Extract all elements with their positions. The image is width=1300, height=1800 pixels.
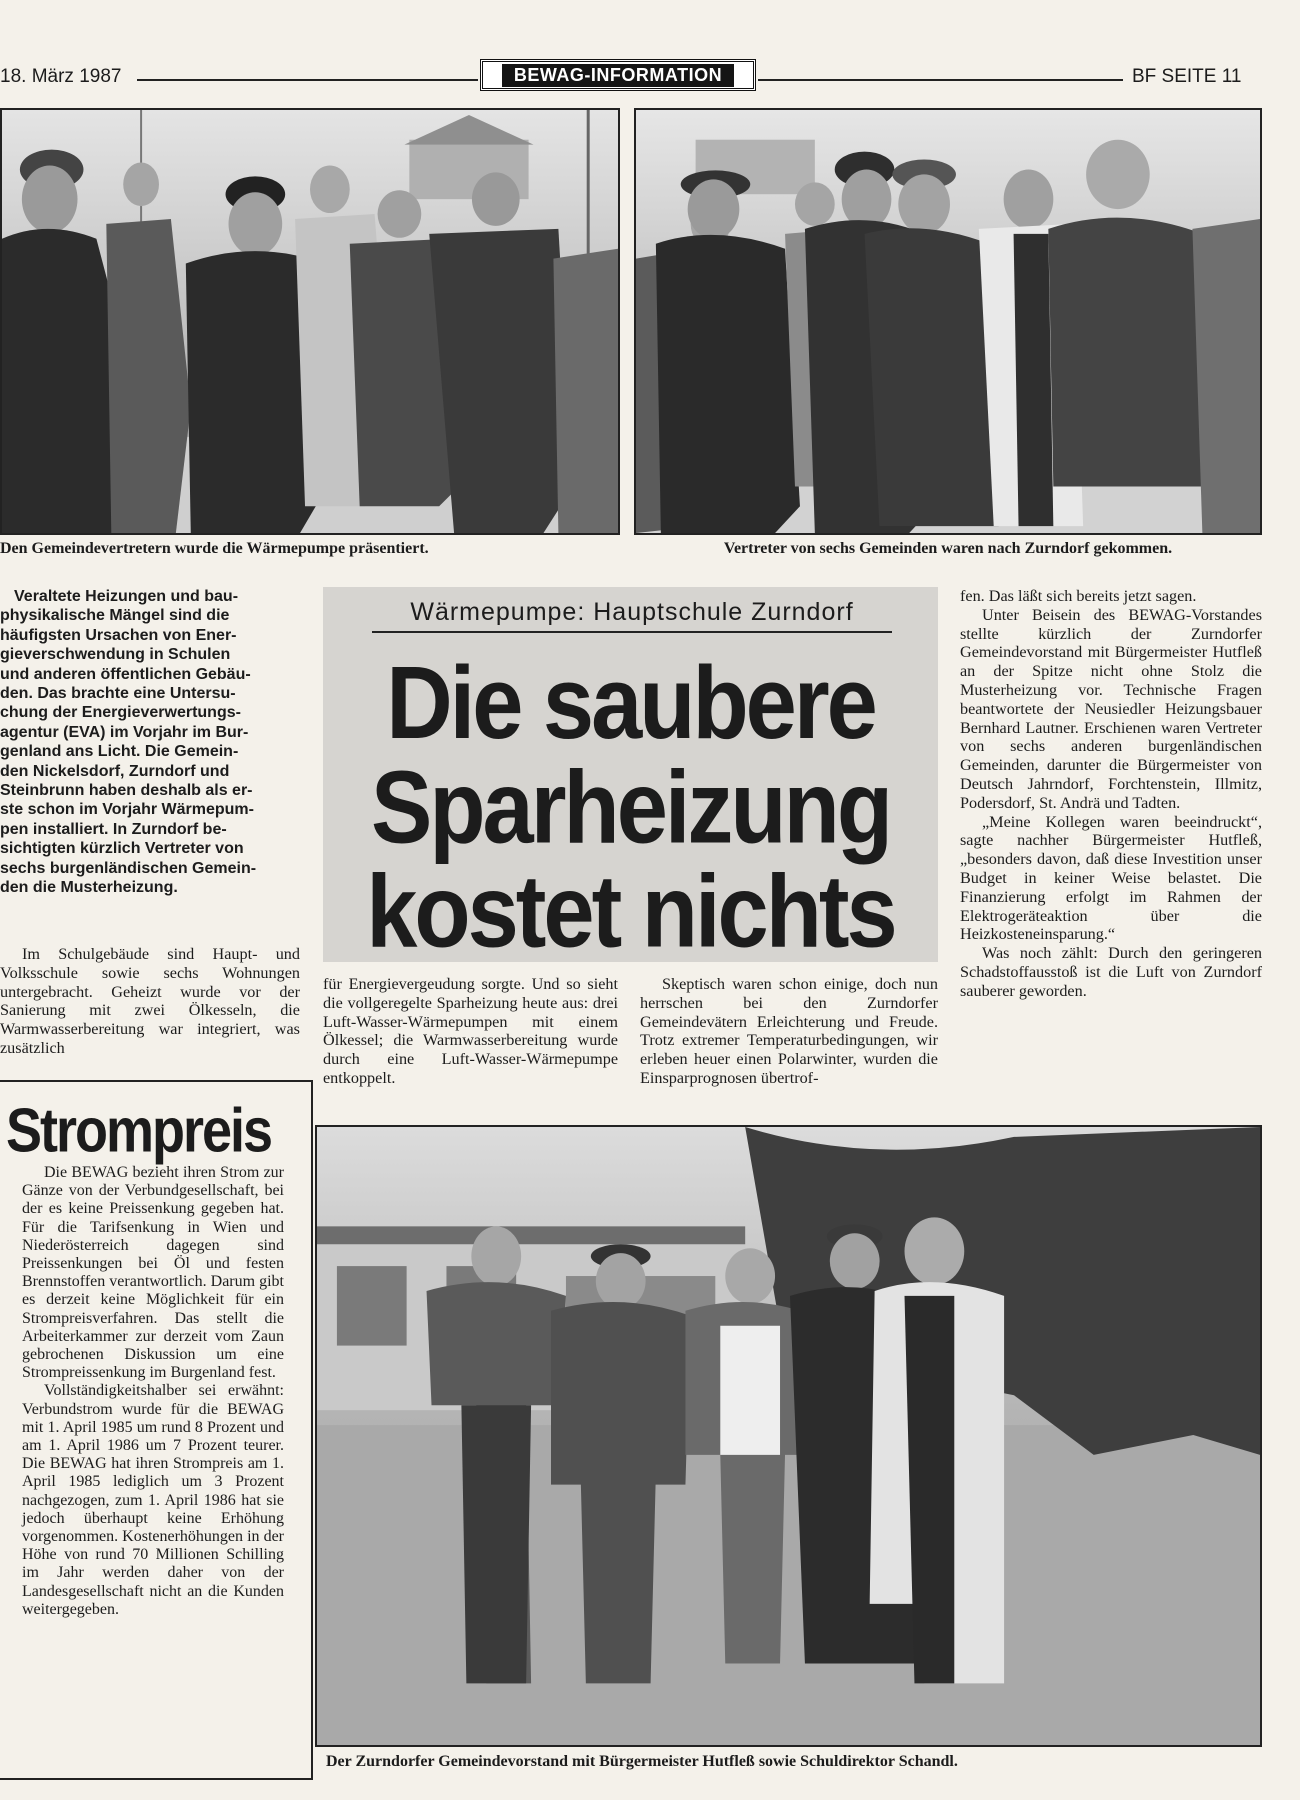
column-4-text: „Meine Kollegen waren beeindruckt“, sagte nachher Bürgermeister Hutfleß, „besonders davon, daß diese Investition unser Budget in keiner Weise belastet. Die Finanzierung erfolgt im Rahmen der Elektrogeräteaktion über die Heizkosteneinsparung.“ [960,812,1262,944]
header-rule-left [137,79,478,81]
lead-line: agentur (EVA) im Vorjahr im Bur- [0,723,249,741]
section-label [480,59,756,91]
article-kicker: Wärmepumpe: Hauptschule Zurndorf [372,598,892,633]
strompreis-paragraph: Die BEWAG bezieht ihren Strom zur Gänze von der Verbundgesellschaft, bei der es keine Preissenkung gegeben hat. Für die Tarifsenkung in Wien und Niederösterreich dagegen sind Preissenkungen bei Öl und festen Brennstoffen verantwortlich. Darum gibt es derzeit keine Möglichkeit für ein Strompreisverfahren. Das stellt die Arbeiterkammer zur derzeit vom Zaun gebrochenen Diskussion um eine Strompreissenkung im Burgenland fest. [22,1164,284,1382]
article-column-2 [323,975,618,1088]
caption-bottom: Der Zurndorfer Gemeindevorstand mit Bürgermeister Hutfleß sowie Schuldirektor Schandl. [326,1753,958,1770]
lead-line: häufigsten Ursachen von Ener- [0,626,237,644]
strompreis-title: Strompreis [6,1096,272,1166]
column-1-text: Im Schulgebäude sind Haupt- und Volksschule sowie sechs Wohnungen untergebracht. Geheizt wurde vor der Sanierung mit zwei Ölkesseln, die Warmwasserbereitung war integriert, was zusätzlich [0,945,300,1057]
header-rule-right [758,79,1123,81]
lead-line: Steinbrunn haben deshalb als er- [0,782,253,800]
column-3-text: Skeptisch waren schon einige, doch nun herrschen bei den Zurndorfer Gemeindevätern Erleichterung und Freude. Trotz extremer Temperaturbedingungen, wir erleben heuer einen Polarwinter, wurden die Einsparprognosen übertrof- [640,975,938,1087]
headline-line: Die saubere [386,646,875,761]
column-4-text: Unter Beisein des BEWAG-Vorstandes stellte kürzlich der Zurndorfer Gemeindevorstand mit Bürgermeister Hutfleß an der Spitze nicht ohne Stolz die Musterheizung vor. Technische Fragen beantwortete der Neusiedler Heizungsbauer Bernhard Lautner. Erschienen waren Vertreter von sechs anderen burgenländischen Gemeinden, darunter die Bürgermeister von Deutsch Jahrndorf, Forchtenstein, Illmitz, Podersdorf, St. Andrä und Tadten. [960,605,1262,812]
caption-top-left: Den Gemeindevertretern wurde die Wärmepumpe präsentiert. [0,540,429,557]
lead-line: pen installiert. In Zurndorf be- [0,820,227,838]
article-column-3 [640,975,938,1088]
lead-line: genland ans Licht. Die Gemein- [0,743,239,761]
column-4-text: Was noch zählt: Durch den geringeren Schadstoffausstoß ist die Luft von Zurndorf sauberer geworden. [960,944,1262,1000]
lead-line: den Nickelsdorf, Zurndorf und [0,762,230,780]
article-headline [323,646,938,969]
lead-line: sechs burgenländischen Gemein- [0,859,257,877]
strompreis-paragraph: Vollständigkeitshalber sei erwähnt: Verbundstrom wurde für die BEWAG mit 1. April 1985 um rund 8 Prozent und am 1. April 1986 um 7 Prozent teurer. Die BEWAG hat ihren Strompreis am 1. April 1985 lediglich um 3 Prozent nachgezogen, zum 1. April 1986 hat sie jedoch überhaupt keine Erhöhung vorgenommen. Kostenerhöhungen in der Höhe von rund 70 Millionen Schilling im Jahr werden daher von der Landesgesellschaft nicht an die Kunden weitergegeben. [22,1382,284,1618]
lead-line: und anderen öffentlichen Gebäu- [0,665,251,683]
page-number: BF SEITE 11 [1132,66,1242,87]
column-2-text: für Energievergeudung sorgte. Und so sieht die vollgeregelte Sparheizung heute aus: drei Luft-Wasser-Wärmepumpen mit einem Ölkessel; die Warmwasserbereitung wurde durch eine Luft-Wasser-Wärmepumpe entkoppelt. [323,975,618,1087]
caption-top-right: Vertreter von sechs Gemeinden waren nach Zurndorf gekommen. [723,540,1173,557]
lead-line: sichtigten kürzlich Vertreter von [0,840,244,858]
article-column-4 [960,587,1262,1001]
lead-line: gieverschwendung in Schulen [0,646,231,664]
photo-representatives-left [0,108,620,535]
article-column-1 [0,945,300,1058]
lead-line: den die Musterheizung. [0,879,178,897]
lead-line: chung der Energieverwertungs- [0,704,241,722]
article-lead [0,587,300,898]
lead-line: physikalische Mängel sind die [0,607,230,625]
photo-gemeindevorstand [315,1125,1262,1747]
photo-representatives-right [634,108,1262,535]
issue-date: 18. März 1987 [0,66,122,87]
lead-line: Veraltete Heizungen und bau- [14,588,239,605]
lead-line: ste schon im Vorjahr Wärmepum- [0,801,254,819]
headline-line: Sparheizung [370,750,891,865]
column-4-text: fen. Das läßt sich bereits jetzt sagen. [960,587,1197,605]
lead-line: den. Das brachte eine Untersu- [0,685,236,703]
headline-line: kostet nichts [366,854,895,969]
section-label-text: BEWAG-INFORMATION [502,64,734,87]
strompreis-text [22,1164,284,1619]
